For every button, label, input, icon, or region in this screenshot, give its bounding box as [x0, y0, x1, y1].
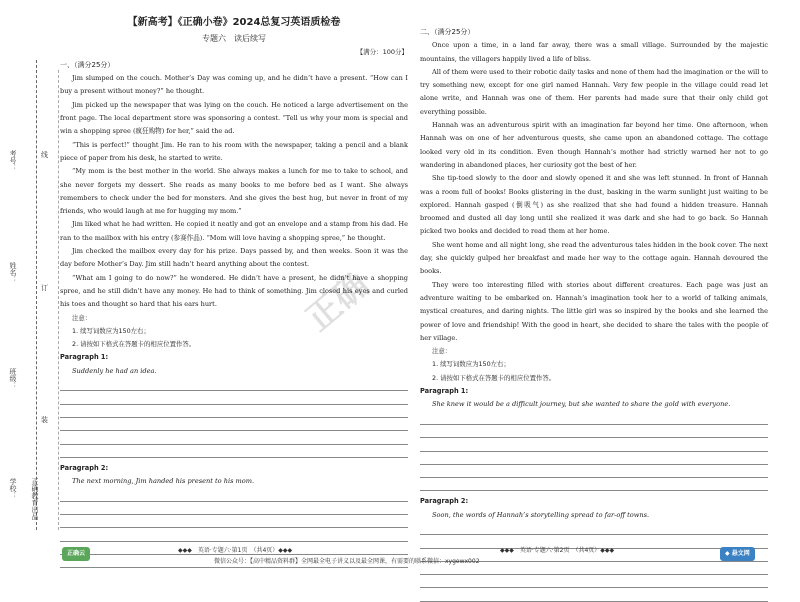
note-heading: 注意： — [72, 313, 92, 322]
cut-mark-bind: 订 — [41, 284, 48, 292]
paragraph-1-label: Paragraph 1: — [420, 387, 469, 396]
note-item: 1. 续写词数应为150左右； — [72, 326, 150, 335]
cut-line — [36, 60, 37, 530]
paragraph-1-start: Suddenly he had an idea. — [72, 366, 157, 375]
note-item: 1. 续写词数应为150左右； — [432, 360, 510, 369]
paragraph-1-writing-lines[interactable] — [60, 378, 408, 458]
fold-line — [58, 70, 59, 530]
right-brand-logo: ◆ 悬文网 — [720, 547, 755, 561]
page-footer — [0, 539, 800, 569]
section-two-heading: 二、（满分25分） — [420, 28, 475, 36]
paragraph-1-label: Paragraph 1: — [60, 353, 109, 362]
story-paragraph: Jim liked what he had written. He copied it neatly and got an envelope and a stamp from his dad. He ran to the mailbox with his entry (参赛作品). “Mom will love having a shopping spree,” he thought. — [60, 220, 408, 242]
paragraph-2-label: Paragraph 2: — [60, 463, 109, 472]
story-paragraph: Jim slumped on the couch. Mother’s Day was coming up, and he didn’t have a present. “How can I buy a present without money?” he thought. — [60, 74, 408, 96]
story-paragraph: Hannah was an adventurous spirit with an imagination far beyond her time. One afternoon, when Hannah was on one of her adventurous quests, she came upon an abandoned cottage. The cottage looked very old in its condition. Even though Hannah’s mother had strictly warned her not to go wandering in abandoned places, her curiosity got the best of her. — [420, 121, 768, 169]
page-number-right: ◆◆◆ 英语·专题六·第2页 （共4页）◆◆◆ — [500, 547, 615, 554]
note-item: 2. 请按如下格式在答题卡的相应位置作答。 — [72, 340, 196, 349]
publisher-label: 正确教育出品 — [31, 478, 39, 520]
story-paragraph: “My mom is the best mother in the world. She always makes a lunch for me to take to school, and she never forgets my dessert. She reads as many books to me before bed as I want. She always remembers to check under the bed for monsters. And she gives the best hug, but never in front of my friends, who would laugh at me for hugging my mom.” — [60, 167, 408, 216]
class-label: 班级： — [9, 368, 17, 389]
story-paragraph: Jim picked up the newspaper that was lying on the couch. He noticed a large advertisement on the front page. The local department store was sponsoring a contest. “Tell us why your mom is special and win a shopping spree (疯狂购物) for her,” said the ad. — [60, 100, 408, 136]
story-paragraph: They were too interesting filled with stories about different creatures. Each page was just an adventure waiting to be embarked on. Hannah’s imagination took her to a world of talking animals, mystical creatures, and daring nights. The little girl was so inspired by the books and she learned the power of love and friendship! With the good in heart, she decided to share the tales with the people of her village. — [420, 280, 768, 342]
cut-mark-line: 线 — [41, 151, 48, 159]
wechat-notice: 微信公众号：【高中精品资料群】全网最全电子讲义以及最全网课，有需要的联系微信：xygewx002 — [214, 558, 480, 565]
section-one-heading: 一、（满分25分） — [60, 60, 115, 69]
story-paragraph: Once upon a time, in a land far away, there was a small village. Surrounded by the majestic mountains, the villagers happily lived a life of bliss. — [420, 41, 768, 63]
paragraph-2-label: Paragraph 2: — [420, 497, 469, 506]
story-paragraph: “This is perfect!” thought Jim. He ran to his room with the newspaper, taking a pencil and a blank piece of paper from his desk, he started to write. — [60, 140, 408, 162]
paragraph-2-start: The next morning, Jim handed his present to his mom. — [72, 477, 255, 486]
right-column — [420, 26, 768, 602]
full-score: 【满分：100分】 — [356, 47, 408, 56]
story-paragraph: She tip-toed slowly to the door and slowly opened it and she was left stunned. In front of Hannah was a room full of books! Books glistering in the dust, basking in the warm sunlight just waiting to be explored. Hannah gasped (倒吸气) as she realized that she had found a hidden treasure. Hannah broomed and dusted all day long until she realized it was dark and she had to go back. So Hannah picked two books and decided to read them at her home. — [420, 174, 768, 236]
cut-mark-staple: 装 — [41, 416, 48, 424]
exam-title: 【新高考】《正确小卷》2024总复习英语质检卷 — [127, 17, 341, 28]
story-paragraph: “What am I going to do now?” he wondered. He didn’t have a present, he didn’t have a shopping spree, and he still didn’t have any money. He had to think of something. Jim closed his eyes and curled his toes and thought so hard that his ears hurt. — [60, 273, 408, 309]
paragraph-1-start: She knew it would be a difficult journey, but she wanted to share the gold with everyone. — [432, 400, 731, 409]
name-label: 姓名： — [9, 262, 17, 283]
binding-strip — [0, 0, 58, 569]
school-label: 学校： — [9, 478, 17, 499]
story-paragraph: All of them were used to their robotic daily tasks and none of them had the imagination or the will to try something new, except for one girl named Hannah. Very few people in the village could read let alone write, and Hannah was one of them. Her parents had made sure that their only child got everything possible. — [420, 67, 768, 116]
story-paragraph: She went home and all night long, she read the adventurous tales hidden in the book cover. The next day, she quickly gulped her breakfast and made her way to the cottage again. Hannah devoured the books. — [420, 240, 768, 276]
note-item: 2. 请按如下格式在答题卡的相应位置作答。 — [432, 373, 556, 382]
paragraph-1-writing-lines[interactable] — [420, 412, 768, 492]
story-paragraph: Jim checked the mailbox every day for his prize. Days passed by, and then weeks. Soon it was the day before Mother’s Day. Jim still hadn’t heard anything about the contest. — [60, 247, 408, 269]
page-number-left: ◆◆◆ 英语·专题六·第1页 （共4页）◆◆◆ — [178, 547, 293, 554]
exam-number-label: 考号： — [9, 150, 17, 171]
paragraph-2-start: Soon, the words of Hannah’s storytelling spread to far-off towns. — [432, 510, 650, 519]
brand-watermark: 正确 — [298, 264, 377, 340]
left-brand-logo: 正确云 — [62, 547, 90, 561]
topic-subtitle: 专题六 读后续写 — [202, 34, 266, 44]
note-heading: 注意： — [432, 347, 452, 356]
